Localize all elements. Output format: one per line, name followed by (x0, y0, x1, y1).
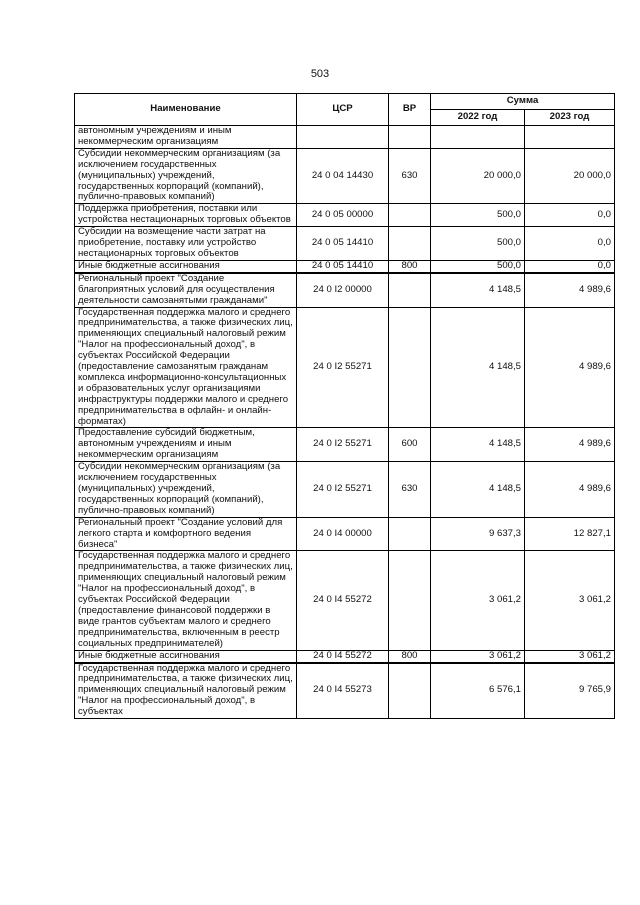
cell-sum-2022: 4 148,5 (431, 428, 525, 462)
cell-sum-2022: 4 148,5 (431, 462, 525, 518)
table-row (75, 148, 615, 204)
cell-name: Государственная поддержка малого и среднего предпринимательства, а также физических лиц, применяющих специальный налоговый режим "Налог на профессиональный доход", в субъектах (75, 663, 297, 719)
cell-sum-2023: 4 989,6 (525, 462, 615, 518)
cell-name: Иные бюджетные ассигнования (75, 260, 297, 272)
cell-csr: 24 0 04 14430 (297, 148, 389, 204)
cell-csr: 24 0 I4 55272 (297, 650, 389, 662)
cell-name: Государственная поддержка малого и среднего предпринимательства, а также физических лиц, применяющих специальный налоговый режим "Налог на профессиональный доход", в субъектах Российской Федерации (предоставление финансовой поддержки в виде грантов субъектам малого и среднего предпринимательства, включенным в реестр социальных предпринимателей) (75, 551, 297, 650)
cell-sum-2023: 20 000,0 (525, 148, 615, 204)
cell-sum-2022: 6 576,1 (431, 663, 525, 719)
cell-name: Предоставление субсидий бюджетным, автономным учреждениям и иным некоммерческим организациям (75, 428, 297, 462)
cell-csr: 24 0 I2 55271 (297, 307, 389, 428)
cell-csr: 24 0 I4 00000 (297, 517, 389, 551)
cell-name: Субсидии на возмещение части затрат на приобретение, поставку или устройство нестационарных торговых объектов (75, 227, 297, 261)
cell-sum-2023: 4 989,6 (525, 273, 615, 307)
table-row (75, 126, 615, 149)
cell-sum-2023: 12 827,1 (525, 517, 615, 551)
table-row (75, 227, 615, 261)
column-header-name: Наименование (75, 94, 297, 126)
cell-sum-2023: 3 061,2 (525, 650, 615, 662)
cell-csr (297, 126, 389, 149)
cell-vr: 630 (389, 462, 431, 518)
cell-vr (389, 307, 431, 428)
cell-csr: 24 0 05 14410 (297, 227, 389, 261)
cell-name: Иные бюджетные ассигнования (75, 650, 297, 662)
table-row (75, 462, 615, 518)
cell-name: Субсидии некоммерческим организациям (за исключением государственных (муниципальных) учреждений, государственных корпораций (компаний), публично-правовых компаний) (75, 462, 297, 518)
table-row (75, 260, 615, 272)
column-header-csr: ЦСР (297, 94, 389, 126)
table-row (75, 551, 615, 650)
cell-sum-2023: 0,0 (525, 227, 615, 261)
cell-csr: 24 0 I2 55271 (297, 462, 389, 518)
cell-name: Региональный проект "Создание условий для легкого старта и комфортного ведения бизнеса" (75, 517, 297, 551)
column-header-2023: 2023 год (525, 110, 615, 126)
cell-sum-2022: 9 637,3 (431, 517, 525, 551)
cell-vr: 600 (389, 428, 431, 462)
cell-sum-2023: 9 765,9 (525, 663, 615, 719)
cell-vr (389, 663, 431, 719)
cell-vr (389, 517, 431, 551)
cell-sum-2022: 500,0 (431, 227, 525, 261)
table-row (75, 663, 615, 719)
cell-sum-2023: 0,0 (525, 260, 615, 272)
column-header-sum: Сумма (431, 94, 615, 110)
cell-sum-2023: 0,0 (525, 204, 615, 227)
cell-vr (389, 273, 431, 307)
page-number: 503 (310, 68, 330, 80)
table-body (75, 126, 615, 719)
cell-name: Поддержка приобретения, поставки или устройства нестационарных торговых объектов (75, 204, 297, 227)
cell-vr (389, 227, 431, 261)
cell-vr: 800 (389, 260, 431, 272)
cell-csr: 24 0 05 00000 (297, 204, 389, 227)
cell-sum-2022: 500,0 (431, 260, 525, 272)
table-row (75, 428, 615, 462)
cell-name: автономным учреждениям и иным некоммерческим организациям (75, 126, 297, 149)
cell-vr (389, 204, 431, 227)
column-header-vr: ВР (389, 94, 431, 126)
cell-name: Государственная поддержка малого и среднего предпринимательства, а также физических лиц, применяющих специальный налоговый режим "Налог на профессиональный доход", в субъектах Российской Федерации (предоставление самозанятым гражданам комплекса информационно-консультационных и образовательных услуг организациями инфраструктуры поддержки малого и среднего предпринимательства в офлайн- и онлайн-форматах) (75, 307, 297, 428)
cell-sum-2022: 20 000,0 (431, 148, 525, 204)
cell-sum-2022: 500,0 (431, 204, 525, 227)
cell-sum-2022 (431, 126, 525, 149)
cell-name: Субсидии некоммерческим организациям (за исключением государственных (муниципальных) учреждений, государственных корпораций (компаний), публично-правовых компаний) (75, 148, 297, 204)
budget-table (74, 93, 615, 719)
cell-csr: 24 0 I4 55272 (297, 551, 389, 650)
cell-csr: 24 0 I4 55273 (297, 663, 389, 719)
table-row (75, 650, 615, 662)
cell-sum-2022: 4 148,5 (431, 307, 525, 428)
cell-csr: 24 0 05 14410 (297, 260, 389, 272)
cell-sum-2023: 4 989,6 (525, 428, 615, 462)
cell-vr: 800 (389, 650, 431, 662)
cell-vr: 630 (389, 148, 431, 204)
table-row (75, 204, 615, 227)
column-header-2022: 2022 год (431, 110, 525, 126)
table-row (75, 307, 615, 428)
cell-sum-2022: 4 148,5 (431, 273, 525, 307)
cell-name: Региональный проект "Создание благоприятных условий для осуществления деятельности самозанятыми гражданами" (75, 273, 297, 307)
cell-sum-2022: 3 061,2 (431, 650, 525, 662)
cell-vr (389, 551, 431, 650)
cell-csr: 24 0 I2 00000 (297, 273, 389, 307)
cell-sum-2023 (525, 126, 615, 149)
cell-csr: 24 0 I2 55271 (297, 428, 389, 462)
table-row (75, 273, 615, 307)
cell-vr (389, 126, 431, 149)
table-row (75, 517, 615, 551)
cell-sum-2023: 4 989,6 (525, 307, 615, 428)
cell-sum-2022: 3 061,2 (431, 551, 525, 650)
cell-sum-2023: 3 061,2 (525, 551, 615, 650)
